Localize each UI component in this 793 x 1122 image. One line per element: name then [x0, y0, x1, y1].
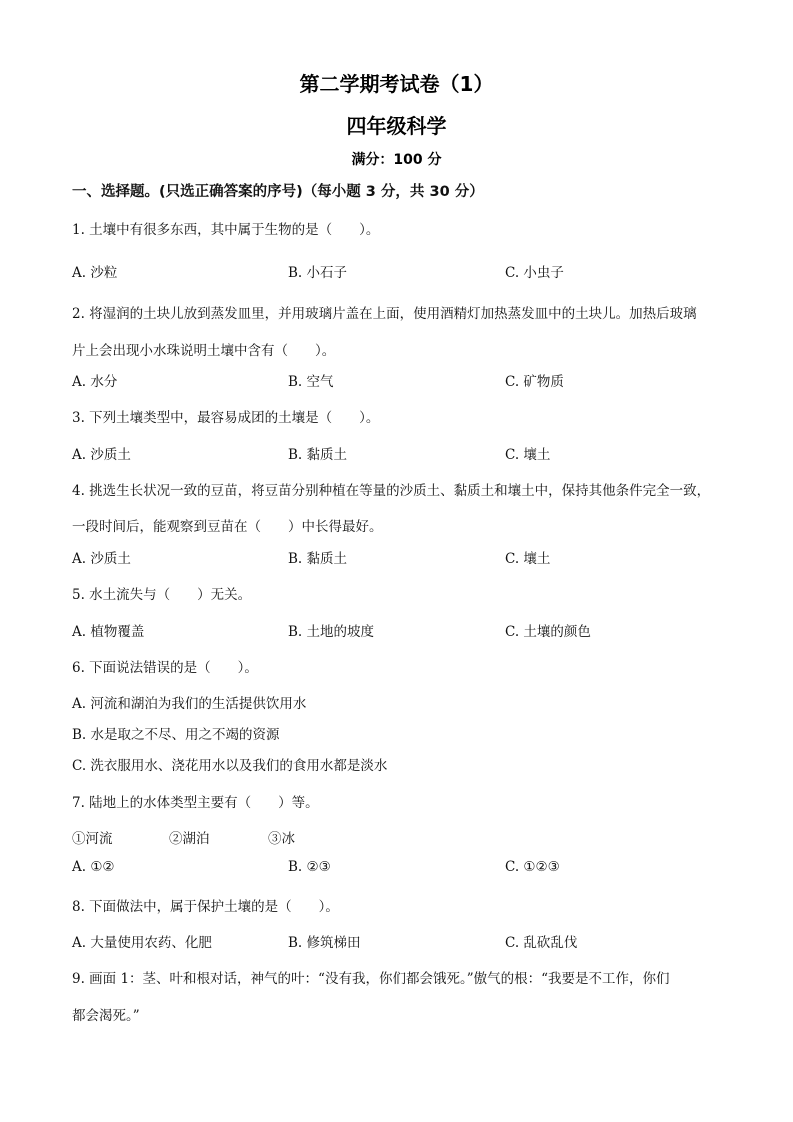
question-8-option-a: A. 大量使用农药、化肥 — [72, 935, 212, 951]
question-4-line-1: 4. 挑选生长状况一致的豆苗，将豆苗分别种植在等量的沙质土、黏质土和壤土中，保持其他条件完全一致， — [72, 483, 711, 499]
question-3-option-b: B. 黏质土 — [288, 447, 348, 463]
question-5-option-a: A. 植物覆盖 — [72, 624, 145, 640]
question-5-option-b: B. 土地的坡度 — [288, 624, 375, 640]
question-3-option-a: A. 沙质土 — [72, 447, 131, 463]
question-3: 3. 下列土壤类型中，最容易成团的土壤是（ ）。 — [72, 410, 380, 426]
exam-subtitle: 四年级科学 — [346, 114, 447, 138]
question-6-option-b: B. 水是取之不尽、用之不竭的资源 — [72, 727, 280, 743]
question-4-option-a: A. 沙质土 — [72, 551, 131, 567]
question-1: 1. 土壤中有很多东西，其中属于生物的是（ ）。 — [72, 222, 380, 238]
question-2-option-b: B. 空气 — [288, 374, 334, 390]
question-2-option-c: C. 矿物质 — [505, 374, 564, 390]
question-1-option-c: C. 小虫子 — [505, 265, 564, 281]
question-7-item-2: ②湖泊 — [169, 831, 210, 847]
question-4-line-2: 一段时间后，能观察到豆苗在（ ）中长得最好。 — [72, 519, 383, 535]
question-7-option-a: A. ①② — [72, 859, 115, 875]
question-7-option-b: B. ②③ — [288, 859, 331, 875]
question-7-item-1: ①河流 — [72, 831, 113, 847]
exam-title: 第二学期考试卷（1） — [299, 72, 494, 96]
question-8-option-c: C. 乱砍乱伐 — [505, 935, 578, 951]
question-7-item-3: ③冰 — [268, 831, 295, 847]
question-8-option-b: B. 修筑梯田 — [288, 935, 361, 951]
question-3-option-c: C. 壤土 — [505, 447, 551, 463]
question-6-option-a: A. 河流和湖泊为我们的生活提供饮用水 — [72, 696, 307, 712]
question-4-option-c: C. 壤土 — [505, 551, 551, 567]
question-5-option-c: C. 土壤的颜色 — [505, 624, 591, 640]
section-heading: 一、选择题。(只选正确答案的序号)（每小题 3 分，共 30 分） — [72, 184, 484, 200]
question-6: 6. 下面说法错误的是（ ）。 — [72, 660, 258, 676]
question-8: 8. 下面做法中，属于保护土壤的是（ ）。 — [72, 899, 339, 915]
question-7-option-c: C. ①②③ — [505, 859, 560, 875]
question-4-option-b: B. 黏质土 — [288, 551, 348, 567]
question-7: 7. 陆地上的水体类型主要有（ ）等。 — [72, 795, 319, 811]
question-9-line-1: 9. 画面 1：茎、叶和根对话，神气的叶：“没有我，你们都会饿死。”傲气的根：“我要是不工作，你们 — [72, 971, 670, 987]
question-6-option-c: C. 洗衣服用水、浇花用水以及我们的食用水都是淡水 — [72, 758, 388, 774]
question-2-line-1: 2. 将湿润的土块儿放到蒸发皿里，并用玻璃片盖在上面，使用酒精灯加热蒸发皿中的土块儿。加热后玻璃 — [72, 306, 697, 322]
question-1-option-b: B. 小石子 — [288, 265, 348, 281]
question-5: 5. 水土流失与（ ）无关。 — [72, 587, 252, 603]
question-9-line-2: 都会渴死。” — [72, 1008, 140, 1024]
question-2-line-2: 片上会出现小水珠说明土壤中含有（ ）。 — [72, 343, 336, 359]
full-score: 满分：100 分 — [351, 152, 442, 168]
question-2-option-a: A. 水分 — [72, 374, 118, 390]
question-1-option-a: A. 沙粒 — [72, 265, 118, 281]
